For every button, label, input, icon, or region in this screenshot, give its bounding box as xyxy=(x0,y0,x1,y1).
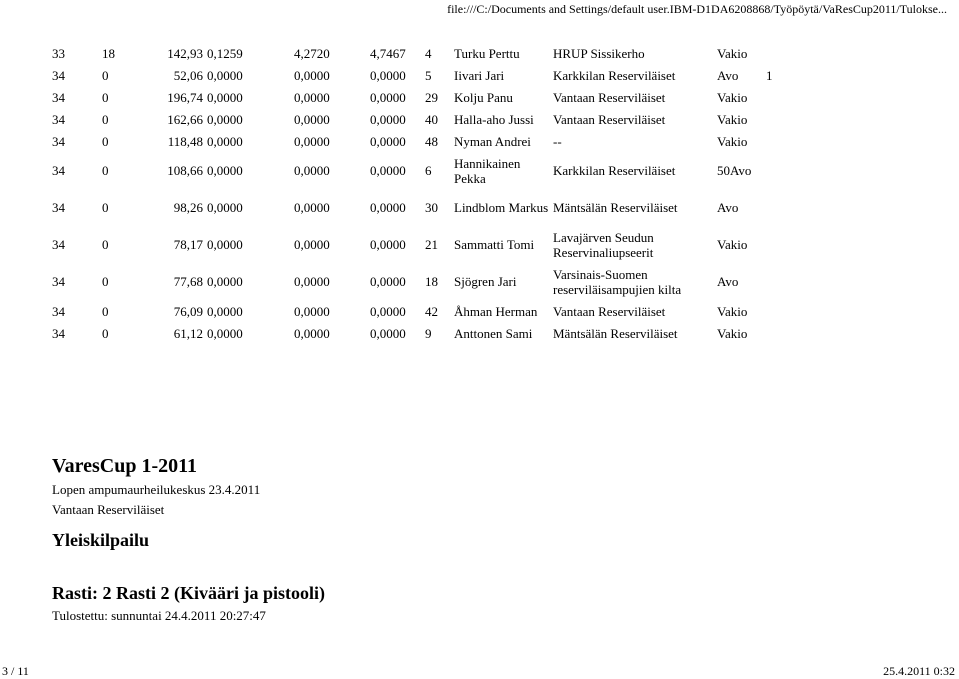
results-rows xyxy=(52,42,786,344)
rank-cell: 34 xyxy=(52,237,65,252)
name-cell: Halla-aho Jussi xyxy=(454,111,534,127)
number-cell: 5 xyxy=(425,67,432,83)
class-cell: Vakio xyxy=(717,111,748,127)
name-cell: Nyman Andrei xyxy=(454,133,531,149)
name-cell: Sammatti Tomi xyxy=(454,237,535,252)
class-cell: Vakio xyxy=(717,303,748,319)
class-cell: Avo xyxy=(717,200,739,215)
number-cell: 42 xyxy=(425,303,438,319)
event-organizer: Vantaan Reserviläiset xyxy=(52,502,165,517)
total-cell: 0,0000 xyxy=(370,303,406,319)
rank-cell: 34 xyxy=(52,303,65,319)
extra-cell xyxy=(766,300,786,322)
event-venue: Lopen ampumaurheilukeskus 23.4.2011 xyxy=(52,482,261,497)
factor-cell: 0,1259 xyxy=(207,45,243,61)
hits-cell: 0 xyxy=(102,163,109,178)
extra-cell xyxy=(766,263,786,300)
points-cell: 0,0000 xyxy=(294,303,330,319)
factor-cell: 0,0000 xyxy=(207,200,243,215)
file-url: file:///C:/Documents and Settings/default user.IBM-D1DA6208868/Työpöytä/VaResCup2011/Tulokse... xyxy=(447,2,947,16)
factor-cell: 0,0000 xyxy=(207,163,243,178)
class-cell: Vakio xyxy=(717,325,748,341)
time-cell: 98,26 xyxy=(173,200,203,215)
table-row xyxy=(52,263,786,300)
number-cell: 4 xyxy=(425,45,432,61)
points-cell: 0,0000 xyxy=(294,163,330,178)
time-cell: 196,74 xyxy=(167,89,203,105)
time-cell: 142,93 xyxy=(167,45,203,61)
number-cell: 21 xyxy=(425,237,438,252)
name-cell: Iivari Jari xyxy=(454,67,505,83)
time-cell: 52,06 xyxy=(173,67,203,83)
hits-cell: 0 xyxy=(102,111,109,127)
points-cell: 0,0000 xyxy=(294,325,330,341)
number-cell: 18 xyxy=(425,274,438,289)
time-cell: 61,12 xyxy=(173,325,203,341)
competition-name: Yleiskilpailu xyxy=(52,530,150,550)
points-cell: 0,0000 xyxy=(294,133,330,149)
hits-cell: 0 xyxy=(102,325,109,341)
number-cell: 40 xyxy=(425,111,438,127)
print-timestamp: 25.4.2011 0:32 xyxy=(883,664,955,678)
total-cell: 0,0000 xyxy=(370,325,406,341)
table-row xyxy=(52,152,786,189)
hits-cell: 0 xyxy=(102,200,109,215)
club-cell: Mäntsälän Reserviläiset xyxy=(553,200,678,215)
time-cell: 78,17 xyxy=(173,237,203,252)
rank-cell: 34 xyxy=(52,274,65,289)
page-number: 3 / 11 xyxy=(2,664,29,678)
points-cell: 0,0000 xyxy=(294,111,330,127)
time-cell: 77,68 xyxy=(173,274,203,289)
name-cell: Hannikainen Pekka xyxy=(454,155,521,186)
table-row xyxy=(52,130,786,152)
total-cell: 4,7467 xyxy=(370,45,406,61)
table-row xyxy=(52,300,786,322)
number-cell: 29 xyxy=(425,89,438,105)
extra-cell xyxy=(766,226,786,263)
name-cell: Åhman Herman xyxy=(454,303,538,319)
factor-cell: 0,0000 xyxy=(207,274,243,289)
time-cell: 162,66 xyxy=(167,111,203,127)
hits-cell: 18 xyxy=(102,45,115,61)
table-row xyxy=(52,64,786,86)
extra-cell xyxy=(766,108,786,130)
number-cell: 48 xyxy=(425,133,438,149)
club-cell: Vantaan Reserviläiset xyxy=(553,89,666,105)
club-cell: Varsinais-Suomen reserviläisampujien kilta xyxy=(553,266,682,297)
table-row xyxy=(52,86,786,108)
factor-cell: 0,0000 xyxy=(207,303,243,319)
rank-cell: 34 xyxy=(52,163,65,178)
total-cell: 0,0000 xyxy=(370,200,406,215)
name-cell: Turku Perttu xyxy=(454,45,520,61)
name-cell: Anttonen Sami xyxy=(454,325,533,341)
class-cell: Vakio xyxy=(717,237,748,252)
time-cell: 76,09 xyxy=(173,303,203,319)
points-cell: 0,0000 xyxy=(294,67,330,83)
extra-cell xyxy=(766,189,786,226)
name-cell: Kolju Panu xyxy=(454,89,513,105)
class-cell: Avo xyxy=(717,274,739,289)
club-cell: Lavajärven Seudun Reservinaliupseerit xyxy=(553,229,654,260)
name-cell: Lindblom Markus xyxy=(454,200,549,215)
table-row xyxy=(52,226,786,263)
name-cell: Sjögren Jari xyxy=(454,274,517,289)
club-cell: Mäntsälän Reserviläiset xyxy=(553,325,678,341)
points-cell: 4,2720 xyxy=(294,45,330,61)
rank-cell: 34 xyxy=(52,67,65,83)
table-row xyxy=(52,108,786,130)
results-table xyxy=(52,42,786,344)
club-cell: Karkkilan Reserviläiset xyxy=(553,163,676,178)
factor-cell: 0,0000 xyxy=(207,133,243,149)
factor-cell: 0,0000 xyxy=(207,111,243,127)
total-cell: 0,0000 xyxy=(370,89,406,105)
table-row xyxy=(52,189,786,226)
competition-info xyxy=(52,452,325,626)
hits-cell: 0 xyxy=(102,133,109,149)
hits-cell: 0 xyxy=(102,303,109,319)
class-cell: Vakio xyxy=(717,133,748,149)
points-cell: 0,0000 xyxy=(294,274,330,289)
rank-cell: 34 xyxy=(52,89,65,105)
extra-cell xyxy=(766,152,786,189)
class-cell: Vakio xyxy=(717,89,748,105)
hits-cell: 0 xyxy=(102,274,109,289)
class-cell: Vakio xyxy=(717,45,748,61)
factor-cell: 0,0000 xyxy=(207,237,243,252)
points-cell: 0,0000 xyxy=(294,89,330,105)
rank-cell: 34 xyxy=(52,200,65,215)
factor-cell: 0,0000 xyxy=(207,89,243,105)
class-cell: Avo xyxy=(717,67,739,83)
time-cell: 118,48 xyxy=(167,133,203,149)
club-cell: -- xyxy=(553,133,562,149)
time-cell: 108,66 xyxy=(167,163,203,178)
rank-cell: 34 xyxy=(52,325,65,341)
extra-cell: 1 xyxy=(766,67,773,83)
total-cell: 0,0000 xyxy=(370,67,406,83)
number-cell: 6 xyxy=(425,163,432,178)
total-cell: 0,0000 xyxy=(370,163,406,178)
printed-timestamp: Tulostettu: sunnuntai 24.4.2011 20:27:47 xyxy=(52,608,266,623)
extra-cell xyxy=(766,322,786,344)
extra-cell xyxy=(766,42,786,64)
hits-cell: 0 xyxy=(102,67,109,83)
rank-cell: 34 xyxy=(52,133,65,149)
factor-cell: 0,0000 xyxy=(207,325,243,341)
club-cell: HRUP Sissikerho xyxy=(553,45,645,61)
factor-cell: 0,0000 xyxy=(207,67,243,83)
number-cell: 9 xyxy=(425,325,432,341)
number-cell: 30 xyxy=(425,200,438,215)
points-cell: 0,0000 xyxy=(294,200,330,215)
stage-title: Rasti: 2 Rasti 2 (Kivääri ja pistooli) xyxy=(52,583,325,603)
table-row xyxy=(52,42,786,64)
total-cell: 0,0000 xyxy=(370,111,406,127)
total-cell: 0,0000 xyxy=(370,274,406,289)
rank-cell: 34 xyxy=(52,111,65,127)
club-cell: Vantaan Reserviläiset xyxy=(553,303,666,319)
rank-cell: 33 xyxy=(52,45,65,61)
extra-cell xyxy=(766,130,786,152)
event-title: VaresCup 1-2011 xyxy=(52,455,198,477)
hits-cell: 0 xyxy=(102,237,109,252)
points-cell: 0,0000 xyxy=(294,237,330,252)
total-cell: 0,0000 xyxy=(370,133,406,149)
club-cell: Karkkilan Reserviläiset xyxy=(553,67,676,83)
total-cell: 0,0000 xyxy=(370,237,406,252)
hits-cell: 0 xyxy=(102,89,109,105)
class-cell: 50Avo xyxy=(717,163,752,178)
table-row xyxy=(52,322,786,344)
club-cell: Vantaan Reserviläiset xyxy=(553,111,666,127)
extra-cell xyxy=(766,86,786,108)
